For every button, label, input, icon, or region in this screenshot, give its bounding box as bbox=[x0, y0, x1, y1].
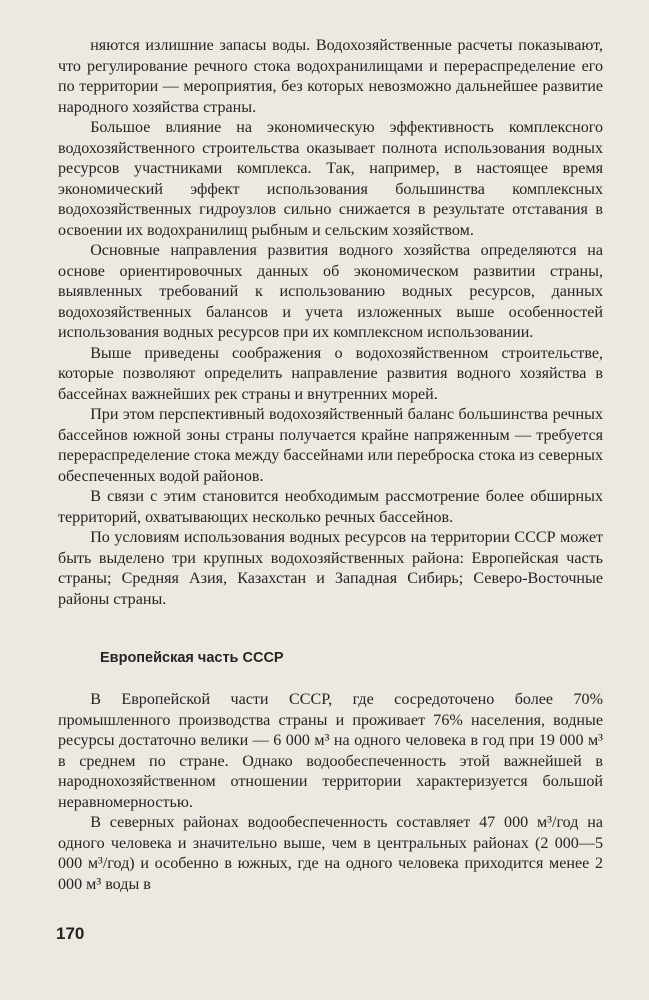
section-heading: Европейская часть СССР bbox=[100, 650, 284, 666]
paragraph-6: В связи с этим становится необходимым рассмотрение более обширных территорий, охватывающих несколько речных бассейнов. bbox=[58, 488, 603, 526]
paragraph-9: В северных районах водообеспеченность составляет 47 000 м³/год на одного человека и значительно выше, чем в центральных районах (2 000—5 000 м³/год) и особенно в южных, где на одного человека приходится менее 2 000 м³ воды в bbox=[58, 814, 603, 893]
page-number: 170 bbox=[56, 924, 85, 943]
paragraph-3: Основные направления развития водного хозяйства определяются на основе ориентировочных данных об экономическом развитии страны, выявленных требований к использованию водных ресурсов, данных водохозяйственных балансов и учета изложенных выше особенностей использования водных ресурсов при их комплексном использовании. bbox=[58, 242, 603, 341]
paragraph-4: Выше приведены соображения о водохозяйственном строительстве, которые позволяют определить направление развития водного хозяйства в бассейнах важнейших рек страны и внутренних морей. bbox=[58, 344, 603, 403]
paragraph-2: Большое влияние на экономическую эффективность комплексного водохозяйственного строительства оказывает полнота использования водных ресурсов участниками комплекса. Так, например, в настоящее время экономический эффект использования большинства комплексных водохозяйственных гидроузлов сильно снижается в результате отставания в освоении их водохранилищ рыбным и сельским хозяйством. bbox=[58, 119, 603, 239]
paragraph-8: В Европейской части СССР, где сосредоточено более 70% промышленного производства страны и проживает 76% населения, водные ресурсы достаточно велики — 6 000 м³ на одного человека в год при 19 000 м³ в среднем по стране. Однако водообеспеченность этой важнейшей в народнохозяйственном отношении территории характеризуется большой неравномерностью. bbox=[58, 691, 603, 811]
paragraph-7: По условиям использования водных ресурсов на территории СССР может быть выделено три крупных водохозяйственных района: Европейская часть страны; Средняя Азия, Казахстан и Западная Сибирь; Северо-Восточные районы страны. bbox=[58, 529, 603, 608]
paragraph-1: няются излишние запасы воды. Водохозяйственные расчеты показывают, что регулирование речного стока водохранилищами и перераспределение его по территории — мероприятия, без которых невозможно дальнейшее развитие народного хозяйства страны. bbox=[58, 37, 603, 116]
book-page bbox=[58, 36, 603, 895]
paragraph-5: При этом перспективный водохозяйственный баланс большинства речных бассейнов южной зоны страны получается крайне напряженным — требуется перераспределение стока между бассейнами или переброска стока из северных обеспеченных водой районов. bbox=[58, 406, 603, 485]
